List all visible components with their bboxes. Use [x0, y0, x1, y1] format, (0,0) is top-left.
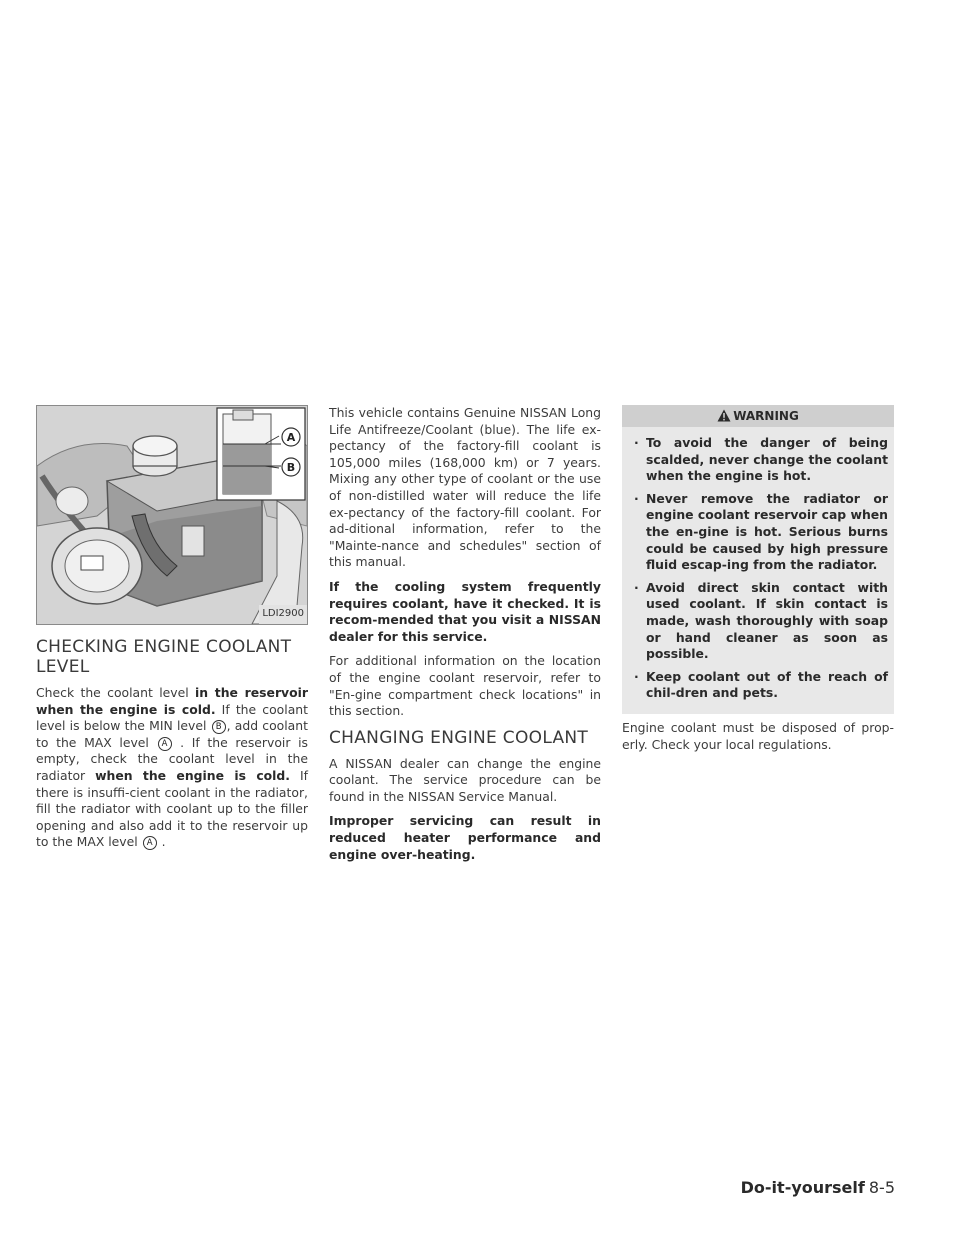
- warning-item: · Keep coolant out of the reach of chil-dren and pets.: [634, 668, 888, 701]
- section-heading-changing: CHANGING ENGINE COOLANT: [329, 727, 589, 748]
- footer-section-name: Do-it-yourself: [740, 1178, 865, 1197]
- warning-box: [622, 405, 894, 714]
- coolant-life-paragraph: This vehicle contains Genuine NISSAN Long Life Antifreeze/Coolant (blue). The life ex-pectancy of the factory-fill coolant is 105,000 miles (168,000 km) or 7 years. Mixing any other type of coolant or the use of non-distilled water will reduce the life ex-pectancy of the factory-fill coolant. For ad-ditional information, refer to the "Mainte-nance and schedules" section of this manual.: [329, 405, 601, 570]
- frequent-coolant-paragraph: If the cooling system frequently requires coolant, have it checked. It is recom-mended that you visit a NISSAN dealer for this service.: [329, 578, 601, 644]
- disposal-paragraph: Engine coolant must be disposed of prop-erly. Check your local regulations.: [622, 719, 894, 752]
- figure-label-a: A: [286, 431, 296, 444]
- page-footer: [741, 1178, 895, 1197]
- column-middle: [329, 405, 601, 871]
- improper-servicing-paragraph: Improper servicing can result in reduced heater performance and engine over-heating.: [329, 813, 601, 862]
- warning-item: · Avoid direct skin contact with used coolant. If skin contact is made, wash thoroughly with soap or hand cleaner as soon as possible.: [634, 579, 888, 662]
- coolant-reservoir-figure: [36, 405, 308, 625]
- warning-triangle-icon: [717, 409, 731, 422]
- warning-item: · To avoid the danger of being scalded, never change the coolant when the engine is hot.: [634, 435, 888, 484]
- column-left: [36, 405, 308, 859]
- location-paragraph: For additional information on the location of the engine coolant reservoir, refer to "En-gine compartment check locations" in this section.: [329, 653, 601, 719]
- column-right: [622, 405, 894, 761]
- marker-a-icon: A: [143, 836, 157, 850]
- warning-list: [622, 427, 894, 714]
- warning-item: · Never remove the radiator or engine coolant reservoir cap when the en-gine is hot. Serious burns could be caused by high pressure fluid escap-ing from the radiator.: [634, 490, 888, 573]
- checking-paragraph: Check the coolant level in the reservoir when the engine is cold. If the coolant level is below the MIN level B , add coolant to the MAX level A . If the reservoir is empty, check the coolant level in the radiator when the engine is cold. If there is insuffi-cient coolant in the radiator, fill the radiator with coolant up to the filler opening and also add it to the reservoir up to the MAX level A .: [36, 685, 309, 850]
- figure-code: LDI2900: [259, 605, 307, 624]
- page-number: 8-5: [868, 1178, 895, 1197]
- warning-header: [622, 405, 894, 427]
- reservoir-illustration: [37, 406, 307, 624]
- dealer-paragraph: A NISSAN dealer can change the engine coolant. The service procedure can be found in the NISSAN Service Manual.: [329, 755, 601, 804]
- warning-title: WARNING: [733, 409, 799, 423]
- figure-label-b: B: [286, 461, 296, 474]
- marker-b-icon: B: [212, 720, 226, 734]
- section-heading-checking: CHECKING ENGINE COOLANT LEVEL: [36, 637, 292, 677]
- marker-a-icon: A: [158, 737, 172, 751]
